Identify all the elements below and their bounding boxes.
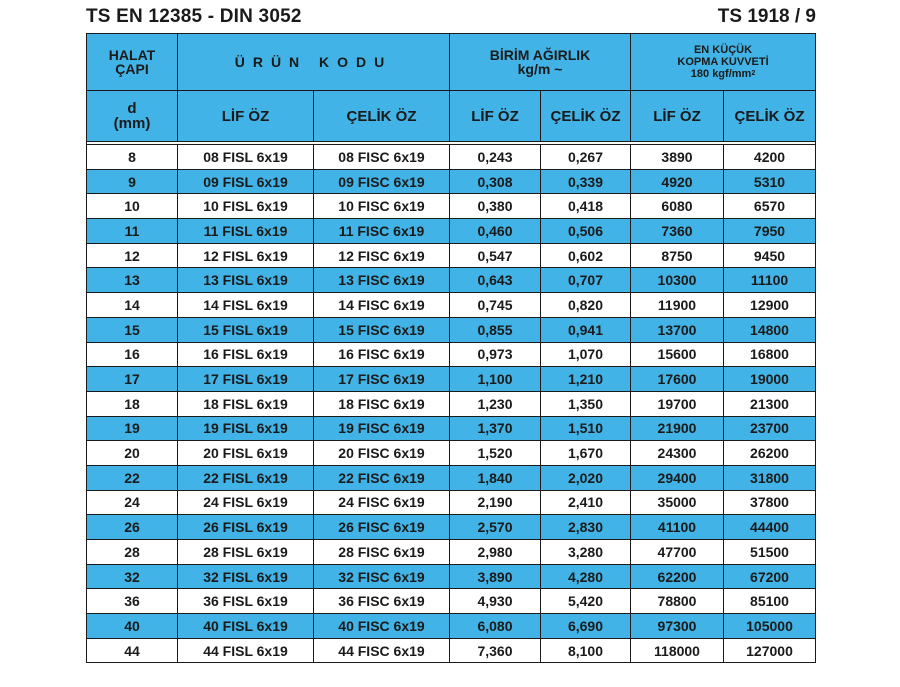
cell-weight-celik: 1,670 <box>541 441 631 466</box>
cell-force-lif: 35000 <box>631 490 724 515</box>
header-d-line2: (mm) <box>113 115 151 132</box>
cell-force-lif: 19700 <box>631 391 724 416</box>
header-d-line1: d <box>127 100 137 117</box>
cell-force-lif: 8750 <box>631 243 724 268</box>
cell-force-lif: 15600 <box>631 342 724 367</box>
cell-code-lif: 15 FISL 6x19 <box>178 317 314 342</box>
cell-weight-lif: 0,380 <box>450 194 541 219</box>
cell-diameter: 19 <box>87 416 178 441</box>
cell-weight-celik: 1,350 <box>541 391 631 416</box>
header-urun-kodu: ÜRÜN KODU <box>178 34 450 91</box>
cell-diameter: 18 <box>87 391 178 416</box>
table-row <box>87 219 816 244</box>
cell-code-celik: 44 FISC 6x19 <box>314 638 450 663</box>
cell-code-celik: 24 FISC 6x19 <box>314 490 450 515</box>
cell-force-celik: 14800 <box>724 317 816 342</box>
cell-force-celik: 11100 <box>724 268 816 293</box>
table-row <box>87 268 816 293</box>
cell-code-lif: 22 FISL 6x19 <box>178 465 314 490</box>
cell-code-celik: 09 FISC 6x19 <box>314 169 450 194</box>
header-d-mm <box>87 91 178 142</box>
cell-weight-celik: 1,510 <box>541 416 631 441</box>
cell-diameter: 15 <box>87 317 178 342</box>
cell-code-celik: 14 FISC 6x19 <box>314 293 450 318</box>
cell-diameter: 17 <box>87 367 178 392</box>
table-row <box>87 169 816 194</box>
cell-weight-lif: 1,230 <box>450 391 541 416</box>
cell-code-celik: 26 FISC 6x19 <box>314 515 450 540</box>
header-code-lif-oz: LİF ÖZ <box>178 91 314 142</box>
cell-code-lif: 24 FISL 6x19 <box>178 490 314 515</box>
cell-code-celik: 13 FISC 6x19 <box>314 268 450 293</box>
table-body <box>87 142 816 663</box>
cell-code-lif: 14 FISL 6x19 <box>178 293 314 318</box>
cell-weight-celik: 4,280 <box>541 564 631 589</box>
table-row <box>87 490 816 515</box>
cell-code-celik: 20 FISC 6x19 <box>314 441 450 466</box>
cell-weight-lif: 2,190 <box>450 490 541 515</box>
table-row <box>87 317 816 342</box>
cell-code-lif: 44 FISL 6x19 <box>178 638 314 663</box>
table-row <box>87 614 816 639</box>
cell-weight-celik: 3,280 <box>541 540 631 565</box>
cell-force-celik: 5310 <box>724 169 816 194</box>
cell-weight-lif: 6,080 <box>450 614 541 639</box>
header-force-lif-oz: LİF ÖZ <box>631 91 724 142</box>
header-weight-lif-oz: LİF ÖZ <box>450 91 541 142</box>
cell-force-celik: 85100 <box>724 589 816 614</box>
cell-force-celik: 23700 <box>724 416 816 441</box>
cell-code-lif: 12 FISL 6x19 <box>178 243 314 268</box>
table-row <box>87 342 816 367</box>
cell-force-lif: 118000 <box>631 638 724 663</box>
cell-code-lif: 28 FISL 6x19 <box>178 540 314 565</box>
table-row <box>87 515 816 540</box>
wire-rope-spec-table <box>86 33 816 663</box>
table-row <box>87 416 816 441</box>
cell-code-celik: 36 FISC 6x19 <box>314 589 450 614</box>
cell-force-celik: 37800 <box>724 490 816 515</box>
cell-code-lif: 09 FISL 6x19 <box>178 169 314 194</box>
cell-diameter: 8 <box>87 145 178 170</box>
standard-title-left: TS EN 12385 - DIN 3052 <box>86 6 302 27</box>
header-halat-capi <box>87 34 178 91</box>
cell-force-celik: 19000 <box>724 367 816 392</box>
cell-code-lif: 20 FISL 6x19 <box>178 441 314 466</box>
cell-diameter: 44 <box>87 638 178 663</box>
cell-weight-lif: 1,100 <box>450 367 541 392</box>
table-row <box>87 441 816 466</box>
cell-code-lif: 13 FISL 6x19 <box>178 268 314 293</box>
cell-diameter: 40 <box>87 614 178 639</box>
cell-force-celik: 127000 <box>724 638 816 663</box>
cell-force-lif: 7360 <box>631 219 724 244</box>
cell-force-celik: 67200 <box>724 564 816 589</box>
cell-weight-lif: 3,890 <box>450 564 541 589</box>
cell-weight-celik: 1,210 <box>541 367 631 392</box>
cell-force-celik: 12900 <box>724 293 816 318</box>
cell-force-lif: 62200 <box>631 564 724 589</box>
cell-code-celik: 18 FISC 6x19 <box>314 391 450 416</box>
cell-force-lif: 4920 <box>631 169 724 194</box>
cell-weight-lif: 0,308 <box>450 169 541 194</box>
cell-force-lif: 3890 <box>631 145 724 170</box>
header-halat-line2: ÇAPI <box>115 61 149 77</box>
header-kopma-kuvveti <box>631 34 816 91</box>
cell-weight-celik: 8,100 <box>541 638 631 663</box>
cell-force-lif: 17600 <box>631 367 724 392</box>
table-row <box>87 564 816 589</box>
cell-force-lif: 41100 <box>631 515 724 540</box>
cell-force-celik: 6570 <box>724 194 816 219</box>
cell-weight-celik: 0,339 <box>541 169 631 194</box>
cell-weight-celik: 0,418 <box>541 194 631 219</box>
cell-code-lif: 17 FISL 6x19 <box>178 367 314 392</box>
cell-diameter: 13 <box>87 268 178 293</box>
cell-code-celik: 08 FISC 6x19 <box>314 145 450 170</box>
cell-force-celik: 31800 <box>724 465 816 490</box>
cell-code-lif: 08 FISL 6x19 <box>178 145 314 170</box>
table-row <box>87 367 816 392</box>
header-birim-line1: BİRİM AĞIRLIK <box>489 47 591 63</box>
cell-diameter: 32 <box>87 564 178 589</box>
cell-code-celik: 19 FISC 6x19 <box>314 416 450 441</box>
cell-force-celik: 7950 <box>724 219 816 244</box>
cell-code-celik: 22 FISC 6x19 <box>314 465 450 490</box>
cell-code-lif: 19 FISL 6x19 <box>178 416 314 441</box>
cell-code-lif: 26 FISL 6x19 <box>178 515 314 540</box>
cell-weight-lif: 0,643 <box>450 268 541 293</box>
cell-weight-celik: 2,020 <box>541 465 631 490</box>
cell-force-celik: 44400 <box>724 515 816 540</box>
cell-weight-lif: 2,980 <box>450 540 541 565</box>
header-weight-celik-oz: ÇELİK ÖZ <box>541 91 631 142</box>
cell-diameter: 14 <box>87 293 178 318</box>
cell-weight-celik: 2,830 <box>541 515 631 540</box>
cell-force-lif: 21900 <box>631 416 724 441</box>
cell-force-lif: 47700 <box>631 540 724 565</box>
cell-code-celik: 17 FISC 6x19 <box>314 367 450 392</box>
cell-force-celik: 4200 <box>724 145 816 170</box>
table-row <box>87 243 816 268</box>
header-halat-line1: HALAT <box>108 47 156 63</box>
cell-force-lif: 29400 <box>631 465 724 490</box>
cell-weight-lif: 0,460 <box>450 219 541 244</box>
cell-weight-celik: 2,410 <box>541 490 631 515</box>
cell-weight-celik: 0,707 <box>541 268 631 293</box>
cell-force-lif: 10300 <box>631 268 724 293</box>
standard-title-right: TS 1918 / 9 <box>717 6 816 27</box>
cell-weight-lif: 0,855 <box>450 317 541 342</box>
cell-code-celik: 32 FISC 6x19 <box>314 564 450 589</box>
cell-weight-lif: 2,570 <box>450 515 541 540</box>
cell-code-celik: 16 FISC 6x19 <box>314 342 450 367</box>
cell-force-lif: 78800 <box>631 589 724 614</box>
cell-weight-lif: 1,840 <box>450 465 541 490</box>
cell-code-lif: 32 FISL 6x19 <box>178 564 314 589</box>
cell-code-celik: 12 FISC 6x19 <box>314 243 450 268</box>
table-row <box>87 145 816 170</box>
cell-weight-celik: 6,690 <box>541 614 631 639</box>
cell-code-celik: 40 FISC 6x19 <box>314 614 450 639</box>
cell-weight-lif: 0,973 <box>450 342 541 367</box>
header-kopma-unit: 180 kgf/mm <box>690 68 752 80</box>
table-row <box>87 465 816 490</box>
header-kopma-line3 <box>631 68 815 80</box>
cell-diameter: 10 <box>87 194 178 219</box>
cell-weight-celik: 5,420 <box>541 589 631 614</box>
table-row <box>87 391 816 416</box>
cell-force-lif: 11900 <box>631 293 724 318</box>
cell-diameter: 12 <box>87 243 178 268</box>
cell-code-lif: 18 FISL 6x19 <box>178 391 314 416</box>
cell-code-lif: 16 FISL 6x19 <box>178 342 314 367</box>
table-row <box>87 293 816 318</box>
cell-force-celik: 9450 <box>724 243 816 268</box>
cell-force-lif: 6080 <box>631 194 724 219</box>
cell-force-lif: 13700 <box>631 317 724 342</box>
cell-code-celik: 28 FISC 6x19 <box>314 540 450 565</box>
cell-diameter: 36 <box>87 589 178 614</box>
cell-force-lif: 97300 <box>631 614 724 639</box>
cell-weight-lif: 0,243 <box>450 145 541 170</box>
cell-force-celik: 26200 <box>724 441 816 466</box>
cell-code-celik: 10 FISC 6x19 <box>314 194 450 219</box>
cell-weight-lif: 1,370 <box>450 416 541 441</box>
cell-weight-lif: 4,930 <box>450 589 541 614</box>
cell-force-celik: 21300 <box>724 391 816 416</box>
cell-code-lif: 10 FISL 6x19 <box>178 194 314 219</box>
cell-force-celik: 105000 <box>724 614 816 639</box>
table-row <box>87 638 816 663</box>
cell-weight-lif: 1,520 <box>450 441 541 466</box>
cell-diameter: 20 <box>87 441 178 466</box>
cell-force-celik: 51500 <box>724 540 816 565</box>
header-kopma-superscript: 2 <box>751 70 756 77</box>
header-birim-agirlik <box>450 34 631 91</box>
table-row <box>87 540 816 565</box>
cell-weight-lif: 7,360 <box>450 638 541 663</box>
cell-weight-lif: 0,547 <box>450 243 541 268</box>
cell-weight-celik: 0,267 <box>541 145 631 170</box>
header-birim-line2: kg/m ~ <box>517 61 563 77</box>
header-kopma-line2: KOPMA KUVVETİ <box>677 56 769 68</box>
cell-weight-celik: 0,820 <box>541 293 631 318</box>
cell-force-celik: 16800 <box>724 342 816 367</box>
cell-code-lif: 11 FISL 6x19 <box>178 219 314 244</box>
cell-code-celik: 11 FISC 6x19 <box>314 219 450 244</box>
cell-weight-celik: 0,506 <box>541 219 631 244</box>
cell-diameter: 28 <box>87 540 178 565</box>
table-row <box>87 589 816 614</box>
header-force-celik-oz: ÇELİK ÖZ <box>724 91 816 142</box>
cell-weight-celik: 0,941 <box>541 317 631 342</box>
cell-diameter: 11 <box>87 219 178 244</box>
table-row <box>87 194 816 219</box>
cell-weight-celik: 1,070 <box>541 342 631 367</box>
cell-diameter: 24 <box>87 490 178 515</box>
cell-code-lif: 36 FISL 6x19 <box>178 589 314 614</box>
cell-force-lif: 24300 <box>631 441 724 466</box>
cell-weight-celik: 0,602 <box>541 243 631 268</box>
cell-diameter: 9 <box>87 169 178 194</box>
cell-code-celik: 15 FISC 6x19 <box>314 317 450 342</box>
cell-diameter: 26 <box>87 515 178 540</box>
header-kopma-line1: EN KÜÇÜK <box>693 44 753 56</box>
cell-weight-lif: 0,745 <box>450 293 541 318</box>
cell-diameter: 22 <box>87 465 178 490</box>
cell-code-lif: 40 FISL 6x19 <box>178 614 314 639</box>
cell-diameter: 16 <box>87 342 178 367</box>
header-code-celik-oz: ÇELİK ÖZ <box>314 91 450 142</box>
